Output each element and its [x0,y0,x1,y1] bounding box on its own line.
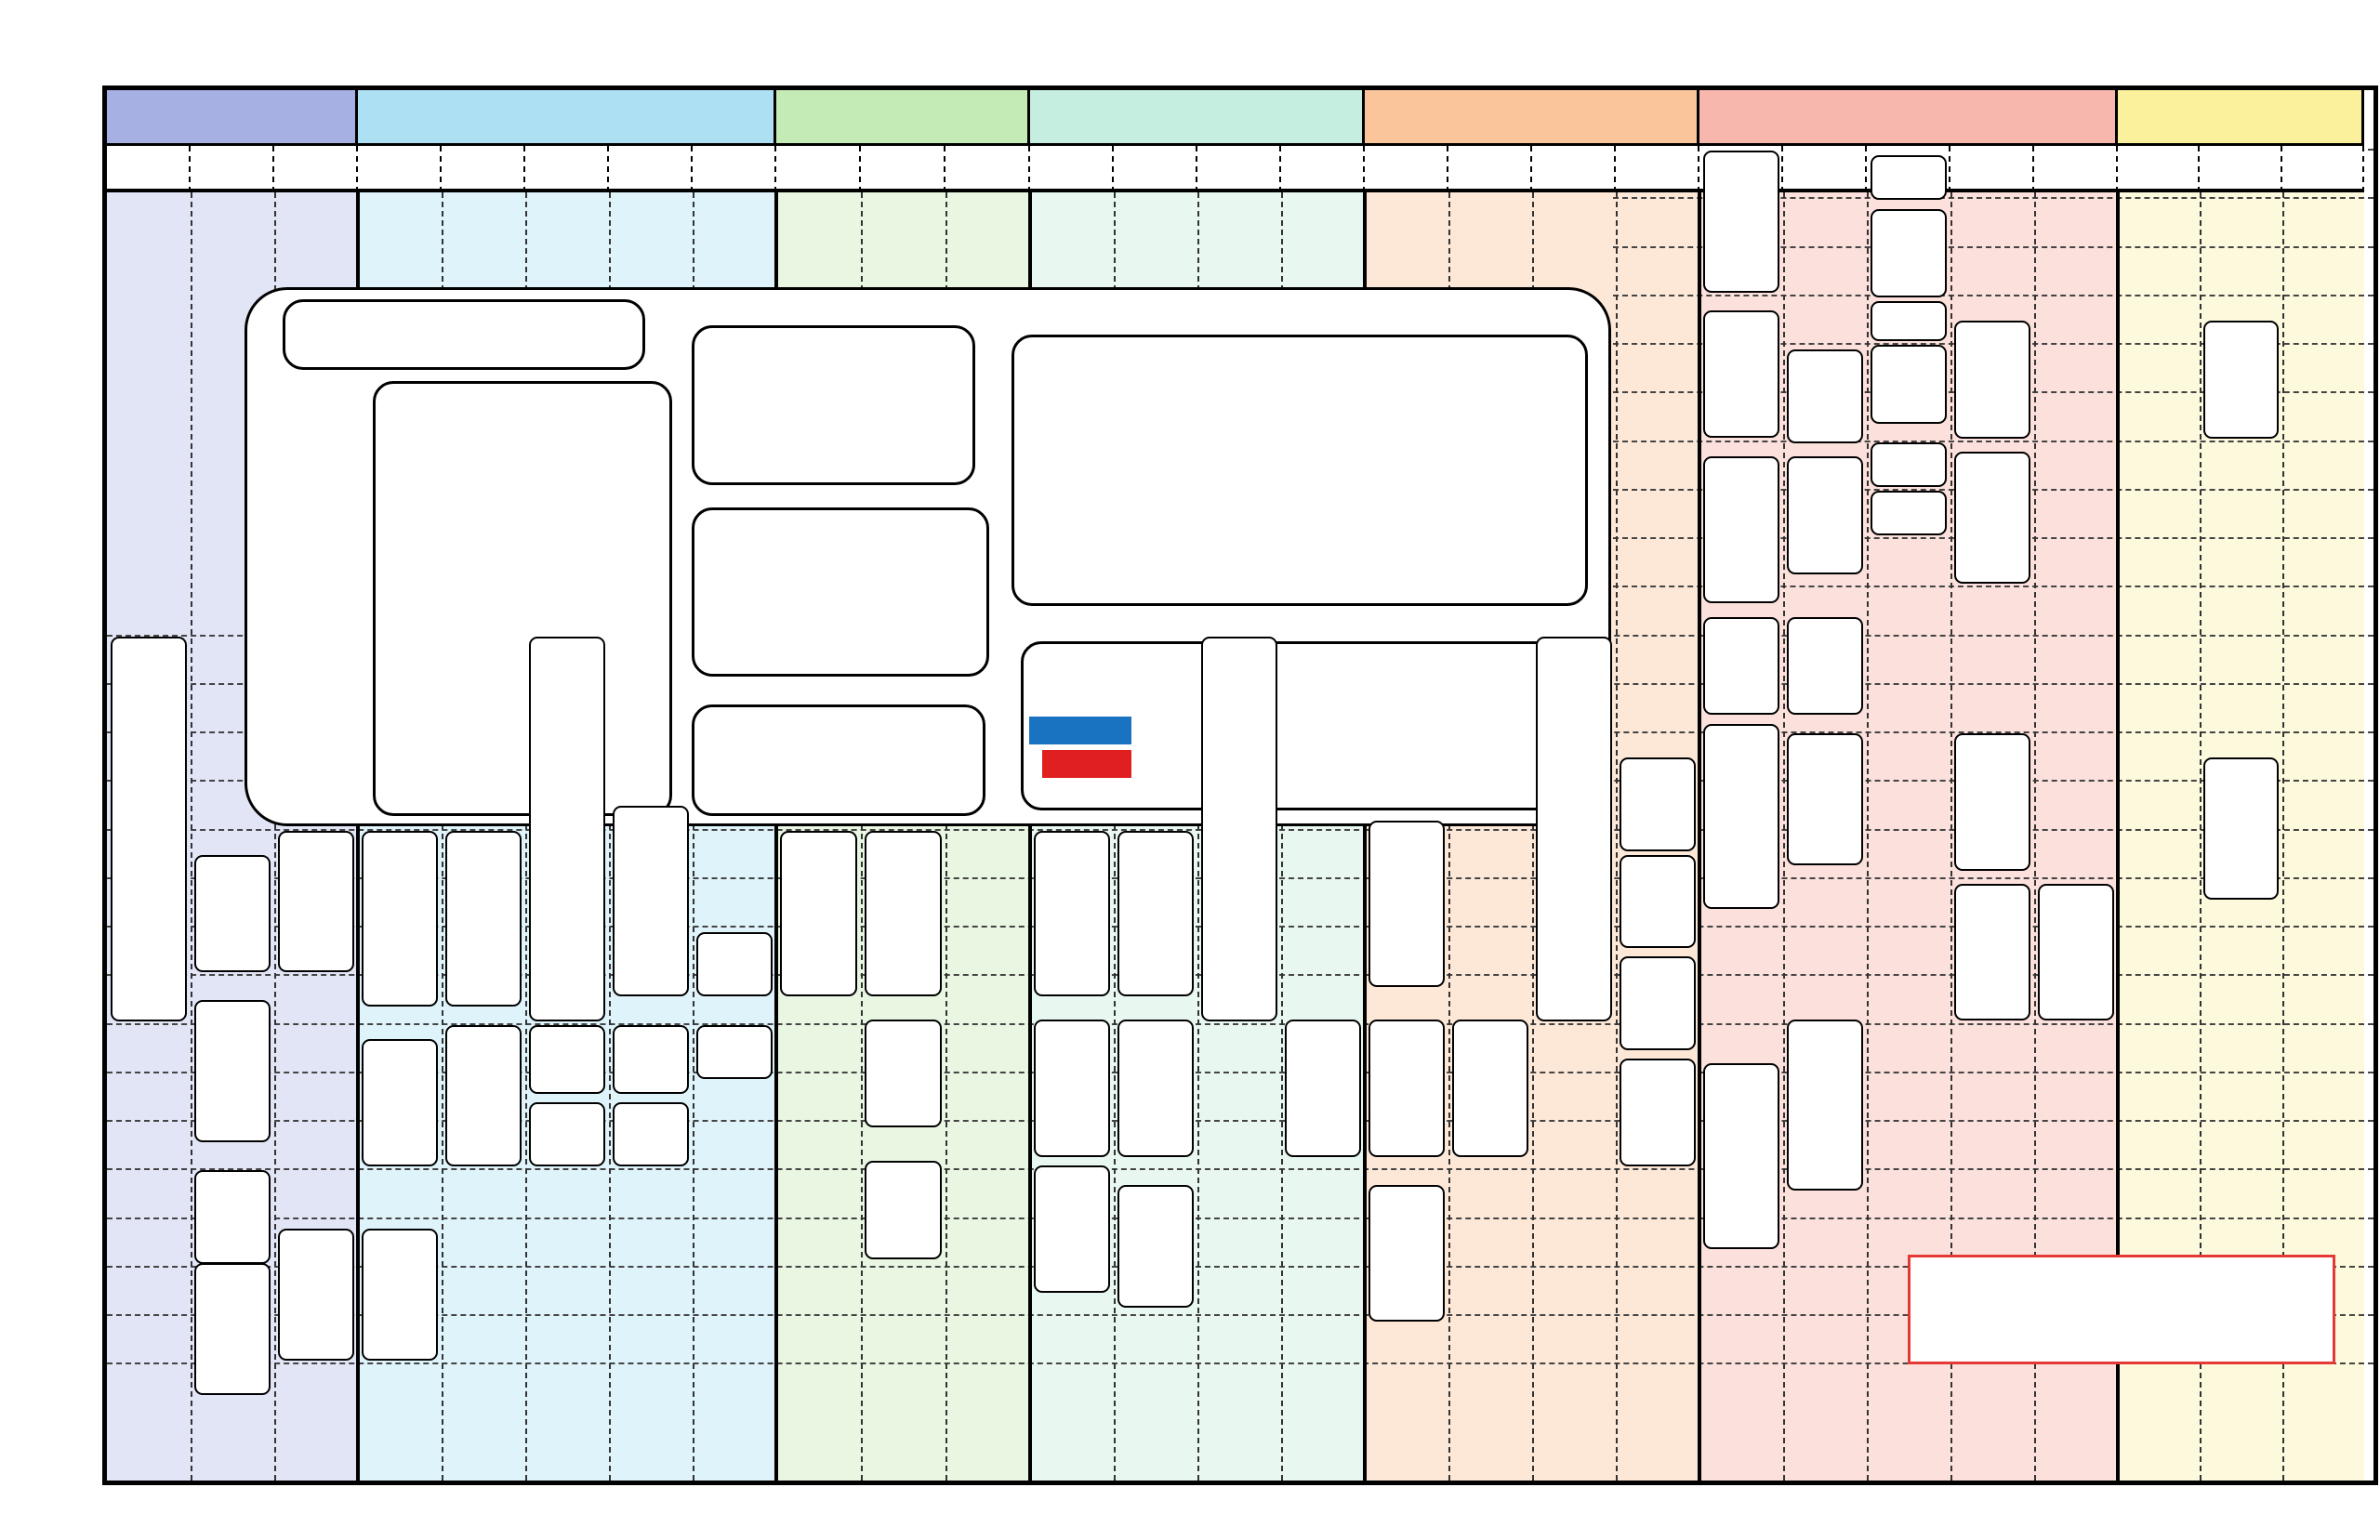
lesson-card[interactable] [278,831,354,973]
page-title [0,4,2380,84]
studio-header [107,146,191,192]
studio-header [1281,146,1365,192]
lesson-card[interactable] [362,1229,438,1361]
lesson-card[interactable] [1787,456,1863,574]
lesson-card[interactable] [1201,637,1277,1021]
studio-header [1114,146,1197,192]
studio-header [2034,146,2118,192]
lesson-card[interactable] [1117,1185,1194,1308]
lesson-card[interactable] [1536,637,1612,1021]
lesson-card[interactable] [1703,1063,1779,1249]
entertainment-pass-box [1012,335,1588,606]
time-gridline [1613,441,2373,442]
lesson-card[interactable] [445,831,522,1007]
studio-header [2282,146,2364,192]
dance-price-box [373,381,672,816]
studio-divider [1867,192,1869,1481]
studio-divider [1783,192,1785,1481]
studio-header [2200,146,2281,192]
pricing-panel [245,287,1611,826]
lesson-card[interactable] [362,831,438,1007]
lesson-card[interactable] [1452,1020,1528,1157]
studio-header [693,146,776,192]
studio-header [776,146,861,192]
lesson-card[interactable] [613,1025,689,1094]
lesson-card[interactable] [1034,1020,1110,1157]
studio-header [274,146,358,192]
studio-header [358,146,442,192]
lesson-card[interactable] [194,1000,271,1142]
day-header [1365,90,1699,146]
studio-header [1365,146,1448,192]
studio-header [861,146,945,192]
lesson-card[interactable] [1703,310,1779,438]
day-header [358,90,776,146]
lesson-card[interactable] [1117,1020,1194,1157]
lesson-card[interactable] [445,1025,522,1167]
lesson-card[interactable] [1703,151,1779,293]
lesson-card[interactable] [194,1170,271,1264]
studio-header [945,146,1030,192]
vocal-price-box [692,325,975,485]
studio-header [1532,146,1616,192]
lesson-card[interactable] [1703,617,1779,716]
studio-header [1616,146,1699,192]
lesson-card[interactable] [194,855,271,973]
studio-header [1448,146,1532,192]
day-divider [1698,90,1701,1481]
lesson-card[interactable] [2203,321,2278,439]
lesson-card[interactable] [865,1020,942,1127]
day-header [776,90,1030,146]
studio-header [1783,146,1867,192]
dj-price-box [692,507,989,677]
lesson-card[interactable] [1954,884,2030,1021]
studio-divider [191,192,192,1481]
lesson-card[interactable] [613,1102,689,1166]
lesson-card[interactable] [362,1039,438,1166]
day-header [1030,90,1365,146]
lesson-card[interactable] [1871,345,1947,424]
lesson-card[interactable] [1620,956,1696,1050]
kids-vocal-tag [1029,717,1131,744]
studio-header [1197,146,1281,192]
lesson-card[interactable] [111,637,187,1021]
lesson-card[interactable] [1117,831,1194,997]
lesson-card[interactable] [1285,1020,1361,1157]
lesson-card[interactable] [1954,321,2030,439]
lesson-card[interactable] [1954,733,2030,871]
studio-header [1030,146,1114,192]
lesson-card[interactable] [1787,1020,1863,1191]
lesson-card[interactable] [1871,491,1947,535]
lesson-card[interactable] [1787,349,1863,443]
studio-header [525,146,609,192]
lesson-card[interactable] [2038,884,2114,1021]
day-header [1699,90,2118,146]
lesson-card[interactable] [1620,1059,1696,1166]
lesson-card[interactable] [1871,301,1947,341]
lesson-card[interactable] [1703,724,1779,910]
lesson-card[interactable] [194,1263,271,1395]
lesson-card[interactable] [1368,1185,1445,1323]
lesson-card[interactable] [865,1161,942,1259]
lesson-card[interactable] [529,637,605,1021]
studio-header [609,146,693,192]
kids-dance-tag [1042,750,1131,778]
studio-header [2118,146,2200,192]
studio-header [442,146,525,192]
lesson-card[interactable] [1871,209,1947,297]
notice-box [1908,1255,2335,1364]
lesson-card[interactable] [1703,456,1779,603]
lesson-card[interactable] [1787,733,1863,865]
studio-header [1950,146,2034,192]
studio-divider [1616,192,1618,1481]
lesson-card[interactable] [1034,1165,1110,1293]
walking-price-box [692,704,985,816]
lesson-card[interactable] [1871,155,1947,200]
studio-header [191,146,274,192]
time-gridline [1613,295,2373,296]
lesson-card[interactable] [1620,757,1696,851]
lesson-card[interactable] [1368,1020,1445,1157]
lesson-card[interactable] [865,831,942,997]
lesson-card[interactable] [780,831,857,997]
lesson-card[interactable] [529,1102,605,1166]
lesson-card[interactable] [696,932,773,996]
lesson-card[interactable] [2203,757,2278,900]
lesson-card[interactable] [613,806,689,996]
entry-fee-box [283,299,645,370]
lesson-card[interactable] [1787,617,1863,716]
lesson-card[interactable] [1871,442,1947,487]
lesson-card[interactable] [529,1025,605,1094]
day-header [107,90,358,146]
lesson-card[interactable] [696,1025,773,1080]
lesson-card[interactable] [1954,452,2030,584]
lesson-card[interactable] [1368,821,1445,987]
lesson-card[interactable] [1034,831,1110,997]
lesson-card[interactable] [278,1229,354,1361]
day-header [2118,90,2364,146]
kids-pass-box [1021,641,1586,810]
lesson-card[interactable] [1620,855,1696,949]
